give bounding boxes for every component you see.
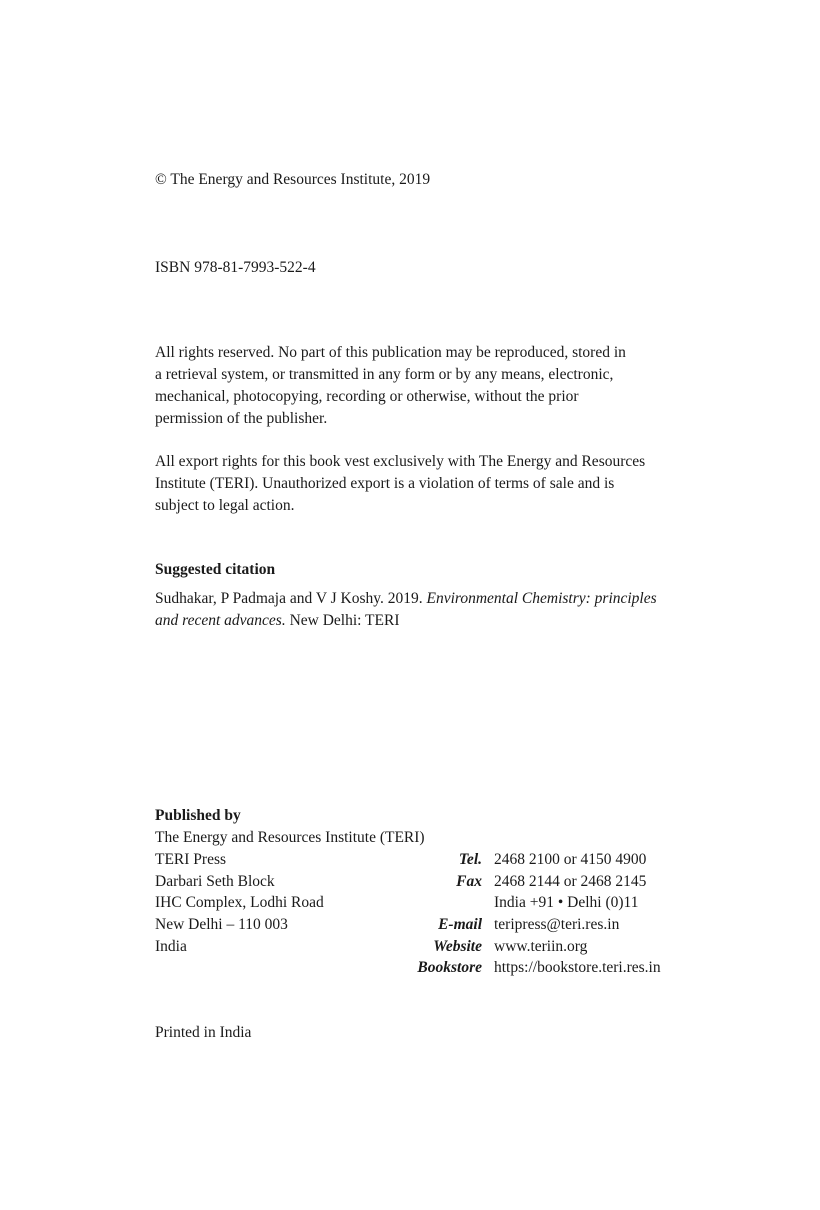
address-line: IHC Complex, Lodhi Road <box>155 894 324 912</box>
contact-value: https://bookstore.teri.res.in <box>494 959 661 977</box>
contact-label: Bookstore <box>417 959 482 977</box>
citation-title-cont: and recent advances. <box>155 612 286 629</box>
address-line: New Delhi – 110 003 <box>155 916 288 934</box>
published-by-heading: Published by <box>155 807 241 824</box>
text-line: All rights reserved. No part of this publication may be reproduced, stored in <box>155 344 626 361</box>
citation-text <box>155 588 657 632</box>
address-line: India <box>155 937 187 955</box>
isbn: ISBN 978-81-7993-522-4 <box>155 259 316 276</box>
address-line <box>155 957 385 979</box>
contact-value: India +91 • Delhi (0)11 <box>494 894 639 912</box>
export-paragraph <box>155 451 645 517</box>
contact-row <box>155 892 661 914</box>
address-line: Darbari Seth Block <box>155 872 275 890</box>
contact-label: Tel. <box>458 851 482 868</box>
contact-row <box>155 849 661 871</box>
contact-row <box>155 871 661 893</box>
text-line: All export rights for this book vest exclusively with The Energy and Resources <box>155 453 646 470</box>
contact-value: www.teriin.org <box>494 937 588 955</box>
address-line: TERI Press <box>155 851 227 868</box>
publisher-org: The Energy and Resources Institute (TERI) <box>155 829 425 846</box>
text-line: a retrieval system, or transmitted in any form or by any means, electronic, <box>155 366 614 383</box>
citation-title: Environmental Chemistry: principles <box>426 590 657 607</box>
contact-value: 2468 2100 or 4150 4900 <box>494 851 647 868</box>
contact-row <box>155 957 661 979</box>
citation-authors: Sudhakar, P Padmaja and V J Koshy. 2019. <box>155 590 427 607</box>
text-line: subject to legal action. <box>155 497 295 514</box>
contact-label: E-mail <box>438 916 482 934</box>
contact-label: Fax <box>456 872 482 890</box>
text-line: mechanical, photocopying, recording or otherwise, without the prior <box>155 388 579 405</box>
contact-value: 2468 2144 or 2468 2145 <box>494 872 647 890</box>
contact-row <box>155 936 661 958</box>
printed-in: Printed in India <box>155 1024 252 1041</box>
published-by-block <box>155 805 661 979</box>
rights-paragraph <box>155 342 626 430</box>
citation-publisher: New Delhi: TERI <box>285 612 400 629</box>
text-line: Institute (TERI). Unauthorized export is a violation of terms of sale and is <box>155 475 615 492</box>
contact-value: teripress@teri.res.in <box>494 916 620 934</box>
contact-label: Website <box>433 937 482 955</box>
copyright-notice: © The Energy and Resources Institute, 2019 <box>155 171 431 188</box>
heading-text: Suggested citation <box>155 561 276 578</box>
contact-row <box>155 914 661 936</box>
citation-heading <box>155 559 275 581</box>
contact-label <box>385 892 482 914</box>
text-line: permission of the publisher. <box>155 410 328 427</box>
